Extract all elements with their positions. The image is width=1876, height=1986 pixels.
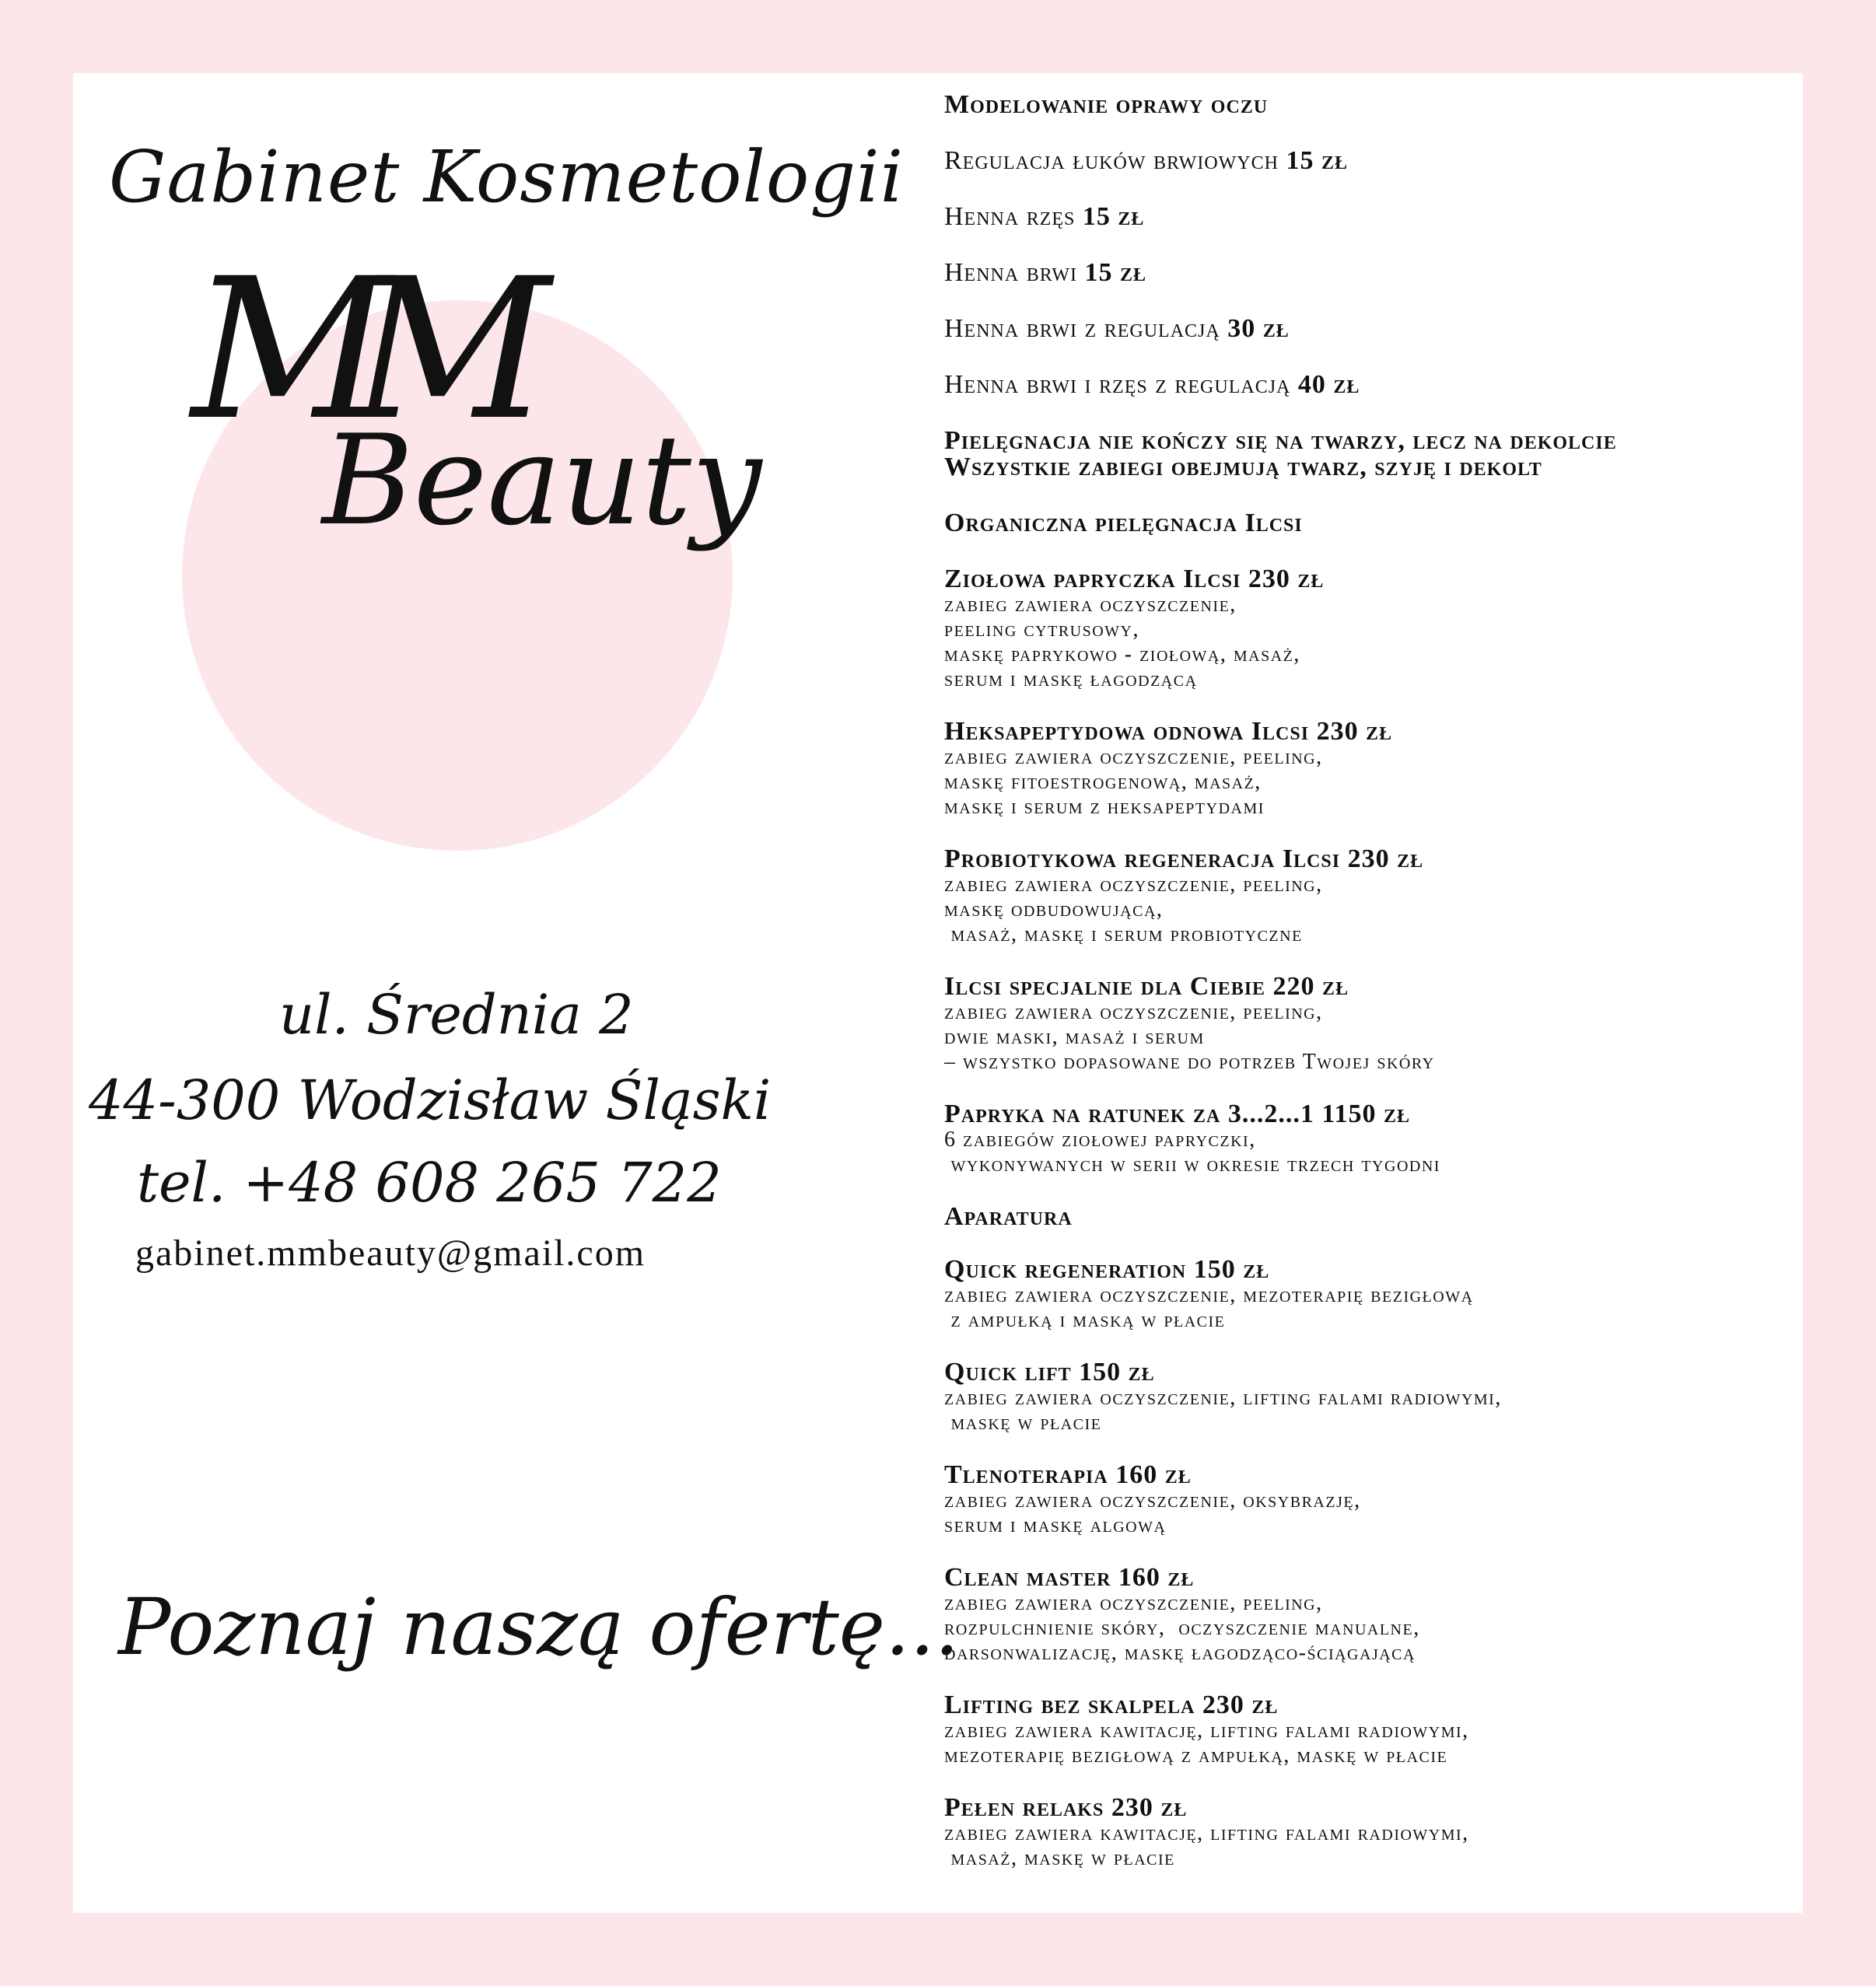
treatment-desc: zabieg zawiera kawitację, lifting falami radiowymi, mezoterapię bezigłową z ampułką, maskę w płacie <box>944 1719 1469 1767</box>
treatment-title: Ziołowa papryczka Ilcsi 230 zł <box>944 565 1325 593</box>
item-price: 40 zł <box>1297 370 1360 399</box>
treatment-desc: zabieg zawiera oczyszczenie, oksybrazję, serum i maskę algową <box>944 1488 1361 1537</box>
treatment-block <box>944 1257 1784 1333</box>
treatment-block <box>944 566 1784 692</box>
treatment-desc: zabieg zawiera oczyszczenie, peeling, dwie maski, masaż i serum – wszystko dopasowane do potrzeb Twojej skóry <box>944 1000 1435 1074</box>
price-item <box>944 372 1784 398</box>
treatment-desc: zabieg zawiera oczyszczenie, peeling, maskę fitoestrogenową, masaż, maskę i serum z heksapeptydami <box>944 745 1323 819</box>
treatment-title: Quick lift 150 zł <box>944 1358 1155 1386</box>
treatment-title: Pełen relaks 230 zł <box>944 1793 1188 1822</box>
price-item <box>944 260 1784 286</box>
item-price: 15 zł <box>1084 258 1147 287</box>
treatment-title: Clean master 160 zł <box>944 1563 1195 1592</box>
care-note-line2: Wszystkie zabiegi obejmują twarz, szyję i dekolt <box>944 453 1542 481</box>
treatment-title: Ilcsi specjalnie dla Ciebie 220 zł <box>944 972 1349 1001</box>
price-item <box>944 316 1784 342</box>
section-heading-devices: Aparatura <box>944 1202 1073 1231</box>
item-name: Henna brwi <box>944 258 1078 287</box>
section-heading-ilcsi: Organiczna pielęgnacja Ilcsi <box>944 509 1303 537</box>
treatment-title: Quick regeneration 150 zł <box>944 1255 1270 1284</box>
treatment-desc: 6 zabiegów ziołowej papryczki, wykonywanych w serii w okresie trzech tygodni <box>944 1128 1440 1177</box>
flyer-card <box>73 73 1803 1913</box>
item-name: Henna brwi i rzęs z regulacją <box>944 370 1291 399</box>
salon-title: Gabinet Kosmetologii <box>109 135 905 219</box>
item-name: Henna rzęs <box>944 202 1076 231</box>
email-link[interactable]: gabinet.mmbeauty@gmail.com <box>135 1233 646 1274</box>
offer-tagline: Poznaj naszą ofertę... <box>118 1582 960 1673</box>
treatment-block <box>944 1795 1784 1871</box>
treatment-desc: zabieg zawiera kawitację, lifting falami radiowymi, masaż, maskę w płacie <box>944 1821 1469 1870</box>
phone-number[interactable]: tel. +48 608 265 722 <box>137 1151 722 1215</box>
treatment-block <box>944 1692 1784 1768</box>
treatment-desc: zabieg zawiera oczyszczenie, mezoterapię bezigłową z ampułką i maską w płacie <box>944 1283 1474 1332</box>
treatment-block <box>944 1101 1784 1177</box>
care-note-line1: Pielęgnacja nie kończy się na twarzy, lecz na dekolcie <box>944 426 1617 455</box>
section-heading-eyes: Modelowanie oprawy oczu <box>944 90 1269 119</box>
item-price: 15 zł <box>1082 202 1145 231</box>
price-item <box>944 148 1784 174</box>
price-list <box>944 92 1784 1871</box>
item-name: Regulacja łuków brwiowych <box>944 146 1279 175</box>
treatment-block <box>944 974 1784 1075</box>
treatment-title: Lifting bez skalpela 230 zł <box>944 1691 1279 1719</box>
price-item <box>944 204 1784 230</box>
treatment-desc: zabieg zawiera oczyszczenie, lifting falami radiowymi, maskę w płacie <box>944 1386 1502 1435</box>
treatment-title: Probiotykowa regeneracja Ilcsi 230 zł <box>944 844 1424 873</box>
treatment-block <box>944 1565 1784 1666</box>
treatment-title: Tlenoterapia 160 zł <box>944 1460 1192 1489</box>
logo-monogram: MM <box>191 236 512 463</box>
item-name: Henna brwi z regulacją <box>944 314 1220 343</box>
address-street: ul. Średnia 2 <box>279 983 634 1047</box>
treatment-title: Heksapeptydowa odnowa Ilcsi 230 zł <box>944 717 1393 746</box>
treatment-block <box>944 846 1784 947</box>
logo-wordmark: Beauty <box>322 407 762 553</box>
address-city: 44-300 Wodzisław Śląski <box>89 1068 772 1132</box>
treatment-desc: zabieg zawiera oczyszczenie, peeling, maskę odbudowującą, masaż, maskę i serum probiotyczne <box>944 872 1323 946</box>
treatment-block <box>944 719 1784 820</box>
treatment-block <box>944 1462 1784 1538</box>
treatment-title: Papryka na ratunek za 3...2...1 1150 zł <box>944 1100 1410 1128</box>
item-price: 15 zł <box>1286 146 1348 175</box>
item-price: 30 zł <box>1227 314 1290 343</box>
treatment-desc: zabieg zawiera oczyszczenie, peeling cytrusowy, maskę paprykowo - ziołową, masaż, serum i maskę łagodzącą <box>944 593 1300 691</box>
treatment-block <box>944 1359 1784 1435</box>
treatment-desc: zabieg zawiera oczyszczenie, peeling, rozpulchnienie skóry, oczyszczenie manualne, darsonwalizację, maskę łagodząco-ściągającą <box>944 1591 1420 1665</box>
